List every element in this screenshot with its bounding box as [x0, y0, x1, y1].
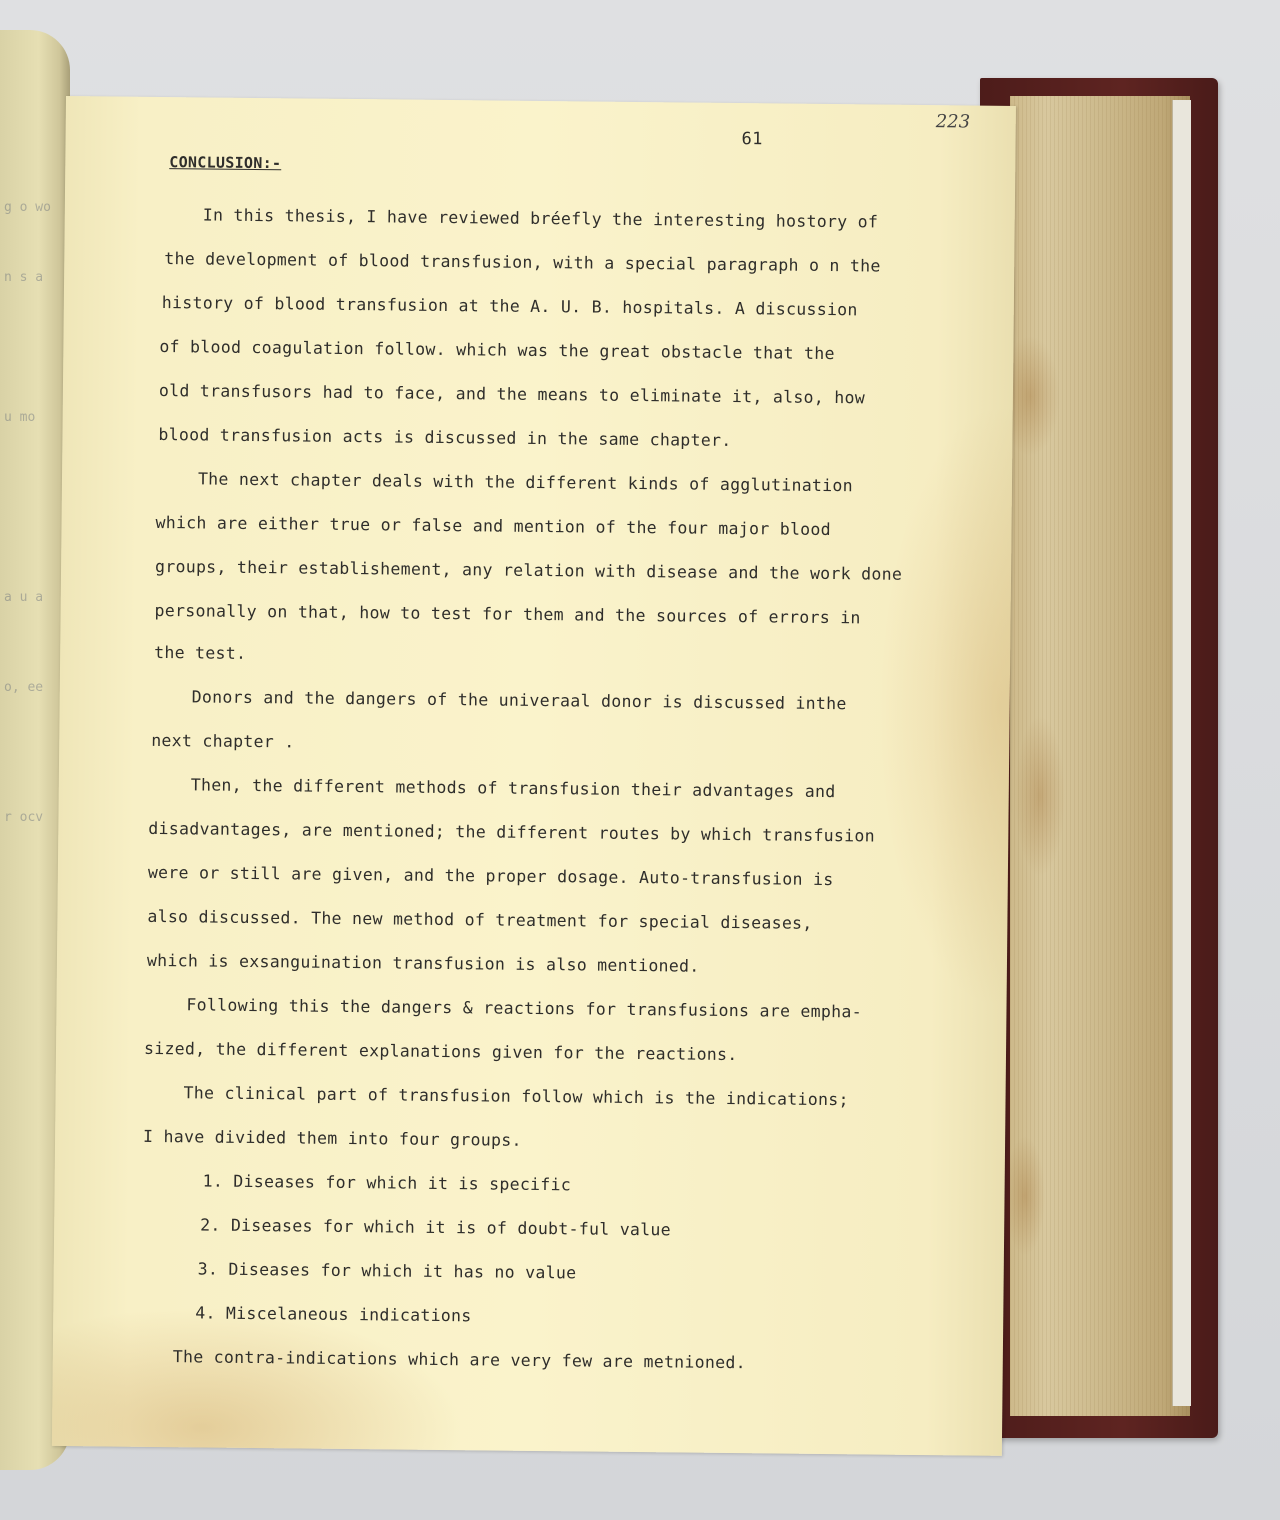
- list-item: 3. Diseases for which it has no value: [197, 1259, 577, 1283]
- list-item: 2. Diseases for which it is of doubt-ful value: [200, 1215, 672, 1240]
- text-line: were or still are given, and the proper dosage. Auto-transfusion is: [147, 862, 834, 890]
- page-edges: [1010, 96, 1190, 1416]
- page-number: 61: [741, 129, 763, 150]
- text-line: Following this the dangers & reactions for transfusions are empha-: [186, 995, 862, 1022]
- text-line: disadvantages, are mentioned; the different routes by which transfusion: [148, 818, 876, 846]
- text-line: In this thesis, I have reviewed bréefly the interesting hostory of: [202, 205, 879, 232]
- text-line: the development of blood transfusion, with a special paragraph o n the: [164, 249, 881, 276]
- ghost-text: u mo: [4, 410, 36, 425]
- text-line: history of blood transfusion at the A. U. B. hospitals. A discussion: [161, 293, 858, 320]
- text-line: next chapter .: [151, 730, 295, 752]
- text-line: blood transfusion acts is discussed in the same chapter.: [158, 424, 732, 450]
- text-line: I have divided them into four groups.: [143, 1126, 522, 1150]
- list-item: 1. Diseases for which it is specific: [202, 1171, 572, 1195]
- text-line: also discussed. The new method of treatment for special diseases,: [147, 906, 813, 933]
- text-line: Donors and the dangers of the univeraal donor is discussed inthe: [191, 687, 847, 714]
- text-line: groups, their establishement, any relation with disease and the work done: [154, 556, 903, 584]
- ghost-text: g o wo: [4, 200, 51, 215]
- text-line: the test.: [154, 642, 247, 663]
- page-heading: CONCLUSION:-: [169, 153, 282, 173]
- text-line: personally on that, how to test for them and the sources of errors in: [154, 600, 861, 628]
- text-line: The contra-indications which are very few are metnioned.: [172, 1347, 746, 1373]
- text-line: The clinical part of transfusion follow which is the indications;: [183, 1083, 849, 1110]
- ghost-text: r ocv: [4, 810, 44, 825]
- folio-number: 223: [935, 111, 971, 133]
- ghost-text: a u a: [4, 590, 44, 605]
- ghost-text: o, ee: [4, 680, 44, 695]
- text-line: sized, the different explanations given for the reactions.: [143, 1038, 738, 1065]
- text-line: Then, the different methods of transfusion their advantages and: [190, 775, 836, 802]
- typed-page: [52, 96, 1016, 1456]
- text-line: of blood coagulation follow. which was the great obstacle that the: [159, 336, 835, 364]
- ghost-text: n s a: [4, 270, 44, 285]
- list-item: 4. Miscelaneous indications: [195, 1303, 472, 1326]
- text-line: which are either true or false and mention of the four major blood: [155, 512, 832, 540]
- text-line: old transfusors had to face, and the means to eliminate it, also, how: [158, 380, 866, 408]
- text-line: The next chapter deals with the different kinds of agglutination: [197, 469, 854, 496]
- endpaper: [1172, 100, 1191, 1406]
- text-line: which is exsanguination transfusion is also mentioned.: [146, 950, 700, 976]
